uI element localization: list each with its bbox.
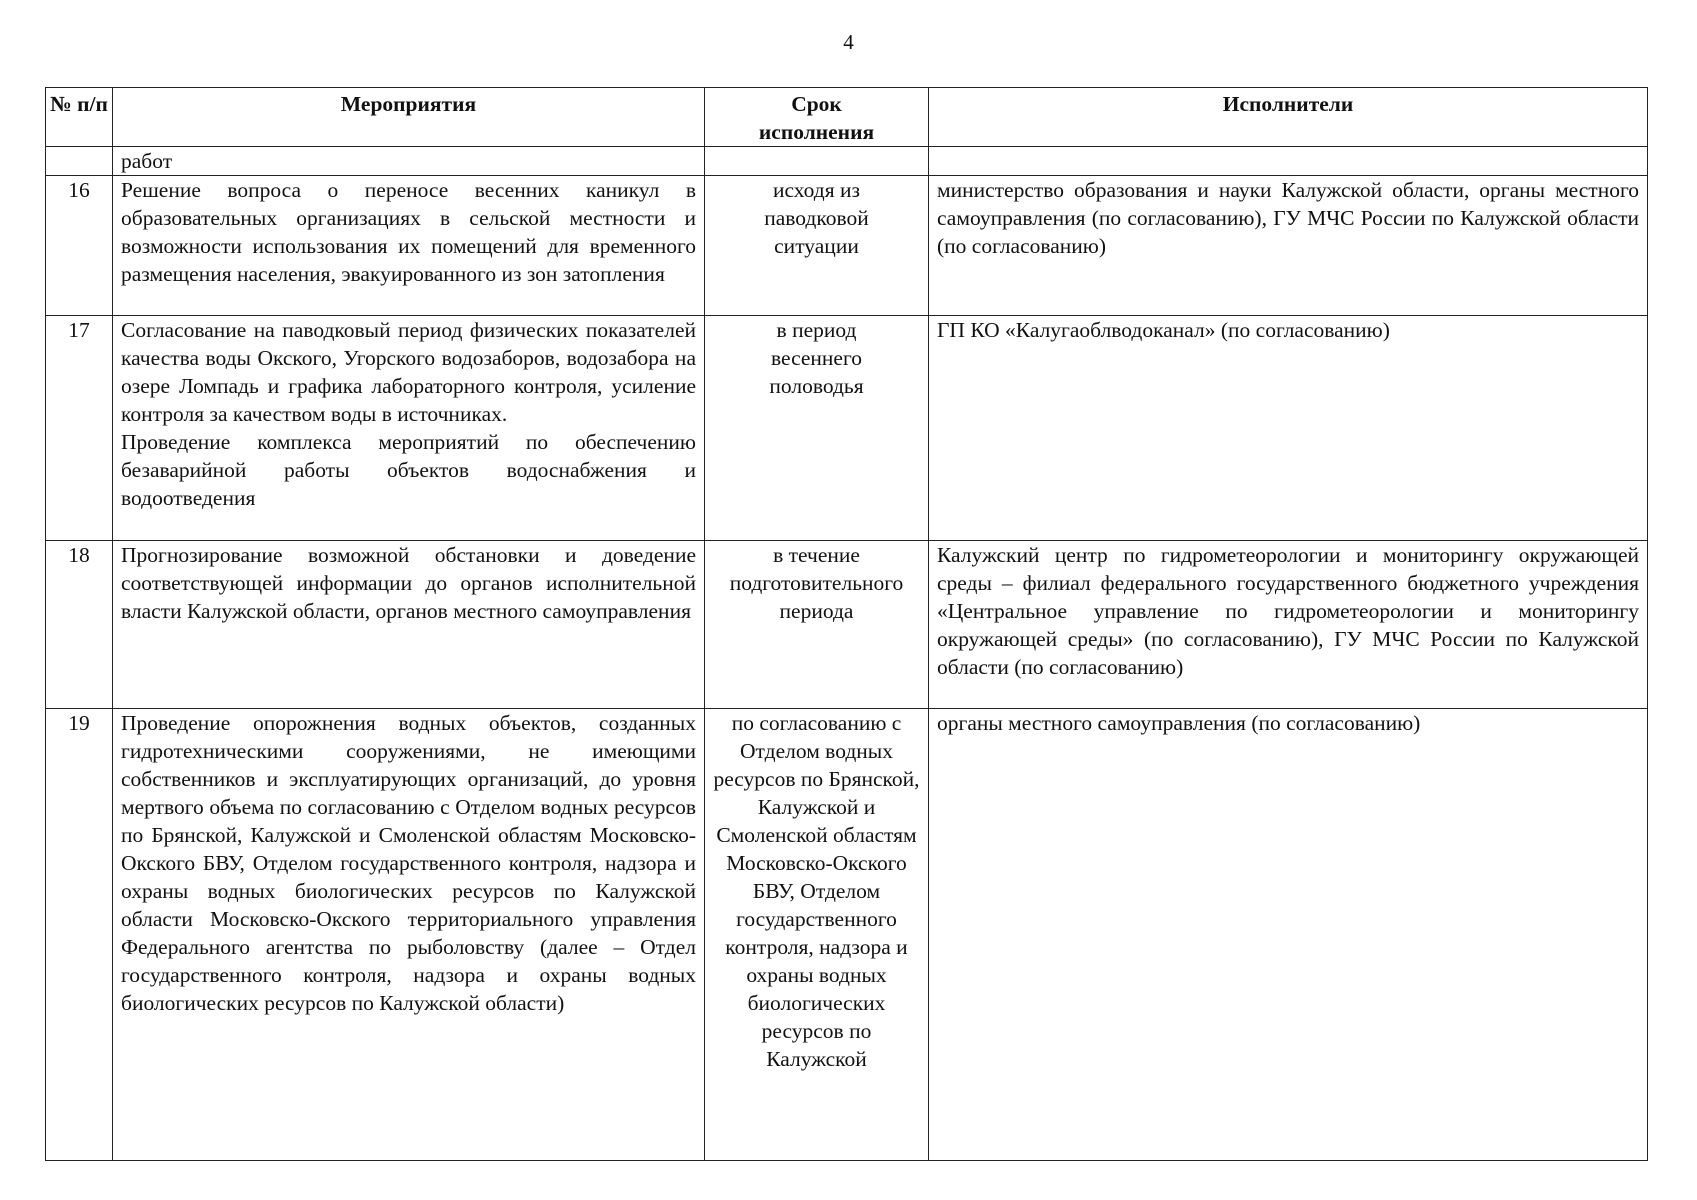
cell-activity: работ bbox=[113, 147, 705, 176]
cell-deadline bbox=[705, 147, 929, 176]
cell-activity: Прогнозирование возможной обстановки и доведение соответствующей информации до органов исполнительной власти Калужской области, органов местного самоуправления bbox=[113, 541, 705, 709]
activity-paragraph: Согласование на паводковый период физических показателей качества воды Окского, Угорского водозаборов, водозабора на озере Ломпадь и графика лабораторного контроля, усиление контроля за качеством воды в источниках. bbox=[121, 318, 696, 426]
cell-executors: Калужский центр по гидрометеорологии и мониторингу окружающей среды – филиал федерального государственного бюджетного учреждения «Центральное управление по гидрометеорологии и мониторингу окружающей среды» (по согласованию), ГУ МЧС России по Калужской области (по согласованию) bbox=[929, 541, 1648, 709]
cell-num: 17 bbox=[46, 316, 113, 541]
cell-num bbox=[46, 147, 113, 176]
cell-num: 18 bbox=[46, 541, 113, 709]
table-row bbox=[46, 316, 1648, 541]
cell-executors: ГП КО «Калугаоблводоканал» (по согласованию) bbox=[929, 316, 1648, 541]
cell-activity: Проведение опорожнения водных объектов, созданных гидротехническими сооружениями, не имеющими собственников и эксплуатирующих организаций, до уровня мертвого объема по согласованию с Отделом водных ресурсов по Брянской, Калужской и Смоленской областям Московско-Окского БВУ, Отделом государственного контроля, надзора и охраны водных биологических ресурсов по Калужской области Московско-Окского территориального управления Федерального агентства по рыболовству (далее – Отдел государственного контроля, надзора и охраны водных биологических ресурсов по Калужской области) bbox=[113, 709, 705, 1161]
cell-num: 16 bbox=[46, 176, 113, 316]
cell-deadline: исходя из паводковой ситуации bbox=[705, 176, 929, 316]
table-row bbox=[46, 709, 1648, 1161]
cell-executors: органы местного самоуправления (по согласованию) bbox=[929, 709, 1648, 1161]
cell-deadline: в течение подготовительного периода bbox=[705, 541, 929, 709]
cell-executors: министерство образования и науки Калужской области, органы местного самоуправления (по согласованию), ГУ МЧС России по Калужской области (по согласованию) bbox=[929, 176, 1648, 316]
header-executors: Исполнители bbox=[929, 88, 1648, 147]
header-num: № п/п bbox=[46, 88, 113, 147]
page-number: 4 bbox=[843, 30, 854, 54]
events-table bbox=[45, 87, 1648, 1161]
table-row bbox=[46, 176, 1648, 316]
cell-deadline: в период весеннего половодья bbox=[705, 316, 929, 541]
cell-activity bbox=[113, 316, 705, 541]
table-row-continuation bbox=[46, 147, 1648, 176]
header-activity: Мероприятия bbox=[113, 88, 705, 147]
header-deadline: Срок исполнения bbox=[705, 88, 929, 147]
cell-deadline: по согласованию с Отделом водных ресурсов по Брянской, Калужской и Смоленской областям Московско-Окского БВУ, Отделом государственного контроля, надзора и охраны водных биологических ресурсов по Калужской bbox=[705, 709, 929, 1161]
table-header-row bbox=[46, 88, 1648, 147]
cell-executors bbox=[929, 147, 1648, 176]
cell-num: 19 bbox=[46, 709, 113, 1161]
activity-paragraph: Проведение комплекса мероприятий по обеспечению безаварийной работы объектов водоснабжения и водоотведения bbox=[121, 430, 696, 510]
table-row bbox=[46, 541, 1648, 709]
cell-activity: Решение вопроса о переносе весенних каникул в образовательных организациях в сельской местности и возможности использования их помещений для временного размещения населения, эвакуированного из зон затопления bbox=[113, 176, 705, 316]
